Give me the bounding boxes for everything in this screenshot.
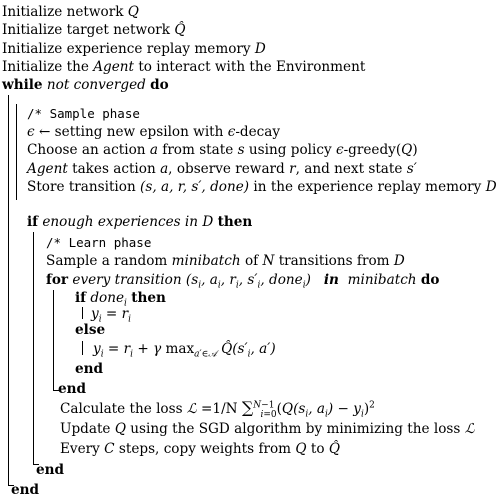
learn-comment: /* Learn phase [46,235,152,250]
yi-bellman-line: $y_i = r_i + \gamma$ $\max_{a'\in 𝒜}$ $Q̂(s'_i$, a′) [82,341,276,357]
store-transition-line: Store transition (s, a, r, s′, done) in the experience replay memory D [27,179,497,195]
end-while: end [11,482,40,498]
for-every-line: for every transition ($s_i$, $a_i$, $r_i$, $s'_i$, done$_i$) in minibatch do [46,272,440,291]
else-line: else [75,322,106,338]
sample-minibatch-line: Sample a random minibatch of N transitions from D [46,253,405,269]
init-replay-line: Initialize experience replay memory D [2,41,266,57]
if-block-bar [33,232,34,464]
init-network-line: Initialize network Q [2,4,139,20]
choose-action-line: Choose an action a from state s using policy ϵ-greedy(Q) [27,142,418,158]
end-if-done: end [75,361,104,377]
while-block-bar [8,95,9,485]
if-done-line: if done$_i$ then [75,290,166,309]
sample-block-bar [16,104,17,200]
update-q-line: Update Q using the SGD algorithm by minimizing the loss ℒ [60,421,475,437]
yi-eq-ri-line: $y_i = r_i$ [82,306,131,322]
sample-comment: /* Sample phase [27,106,140,121]
epsilon-line: ϵ ← setting new epsilon with ϵ-decay [27,124,281,140]
init-agent-line: Initialize the Agent to interact with the Environment [2,59,366,75]
init-target-network-line: Initialize target network Q̂ [2,22,186,38]
end-if-enough: end [36,462,65,478]
while-line: while not converged do [2,77,169,93]
calc-loss-line: Calculate the loss ℒ =1/N $\sum^{N-1}_{i=0}(Q(s_i$, $a_i) - y_i)^2$ [60,398,375,420]
if-enough-line: if enough experiences in D then [27,214,253,230]
every-c-line: Every C steps, copy weights from Q to Q̂ [60,441,340,457]
end-for: end [58,381,87,397]
agent-takes-line: Agent takes action a, observe reward r, and next state s′ [27,161,417,177]
for-block-bar [53,290,54,390]
